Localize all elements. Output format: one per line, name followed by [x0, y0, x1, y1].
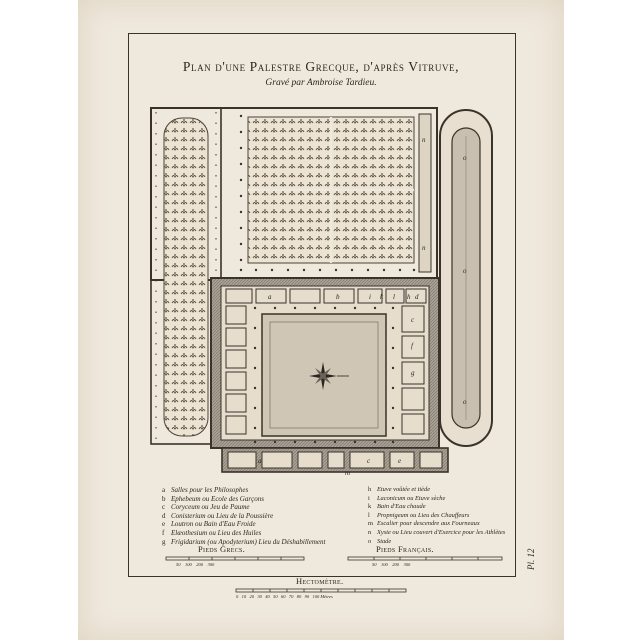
legend-left [162, 486, 325, 546]
plate-number: Pl. 12 [526, 548, 536, 570]
plan-label-e: e [398, 457, 402, 465]
plate-title: Plan d'une Palestre Grecque, d'après Vitruve, [182, 59, 460, 74]
plan-label-g: g [411, 369, 415, 377]
plan-label-d: d [415, 293, 419, 301]
legend-item: l Propnigeum ou Lieu des Chauffeurs [368, 511, 470, 519]
plan-label-m: m [345, 469, 351, 477]
plan-label-c-bottom: c [367, 457, 371, 465]
plan-label-h: h [407, 293, 411, 301]
scale-bar-hectometre [236, 589, 406, 592]
plan-label-f: f [411, 342, 413, 350]
legend-item: e Loutron ou Bain d'Eau Froide [162, 520, 256, 529]
plan-label-o-2: o [463, 267, 467, 275]
plan-label-k: k [380, 293, 384, 301]
scale-ticks-francais: 50 100 200 300 [372, 562, 411, 567]
plan-label-a-top: a [268, 293, 272, 301]
legend-item: n Xyste ou Lieu couvert d'Exercice pour les Athlètes [368, 528, 506, 536]
plan-label-b: b [336, 293, 340, 301]
plan-label-o-3: o [463, 398, 467, 406]
legend-item: a Salles pour les Philosophes [162, 486, 249, 494]
legend-item: m Escalier pour descendre aux Fourneaux [368, 520, 480, 528]
legend-item: h Etuve voûtée et tiède [368, 486, 431, 493]
legend-item: b Ephebeum ou Ecole des Garçons [162, 494, 264, 503]
plan-label-n-top: n [422, 136, 426, 144]
scale-bar-francais [348, 557, 502, 560]
scale-label-francais: Pieds Français. [376, 544, 434, 554]
legend-item: d Conisterium ou Lieu de la Poussière [162, 511, 274, 520]
plan-label-n-bottom: n [422, 244, 426, 252]
legend-item: o Stade [368, 537, 392, 545]
plan-label-i: i [369, 293, 371, 301]
plan-label-l: l [393, 293, 395, 301]
scale-ticks-hectometre: 0 10 20 30 40 50 60 70 80 90 100 Mètres [236, 594, 333, 599]
scale-ticks-grecs: 50 100 200 300 [176, 562, 215, 567]
legend-item: g Frigidarium (ou Apodyterium) Lieu du Déshabillement [162, 537, 326, 546]
engraver-credit: Gravé par Ambroise Tardieu. [265, 78, 377, 88]
scale-label-grecs: Pieds Grecs. [198, 544, 246, 554]
scale-label-hectometre: Hectomètre. [296, 576, 344, 586]
plan-label-c: c [411, 316, 415, 324]
legend-item: i Laconicum ou Etuve sèche [368, 494, 446, 502]
legend-item: k Bain d'Eau chaude [368, 503, 426, 511]
left-grove-strip [164, 118, 208, 436]
legend-right [368, 486, 505, 546]
plan-label-a-bottom: a [258, 457, 262, 465]
legend-item: c Coryceum ou Jeu de Paume [162, 503, 250, 512]
plan-label-o-1: o [463, 154, 467, 162]
scale-bar-grecs [166, 557, 304, 560]
legend-item: f Elæothesium ou Lieu des Huiles [162, 528, 262, 537]
